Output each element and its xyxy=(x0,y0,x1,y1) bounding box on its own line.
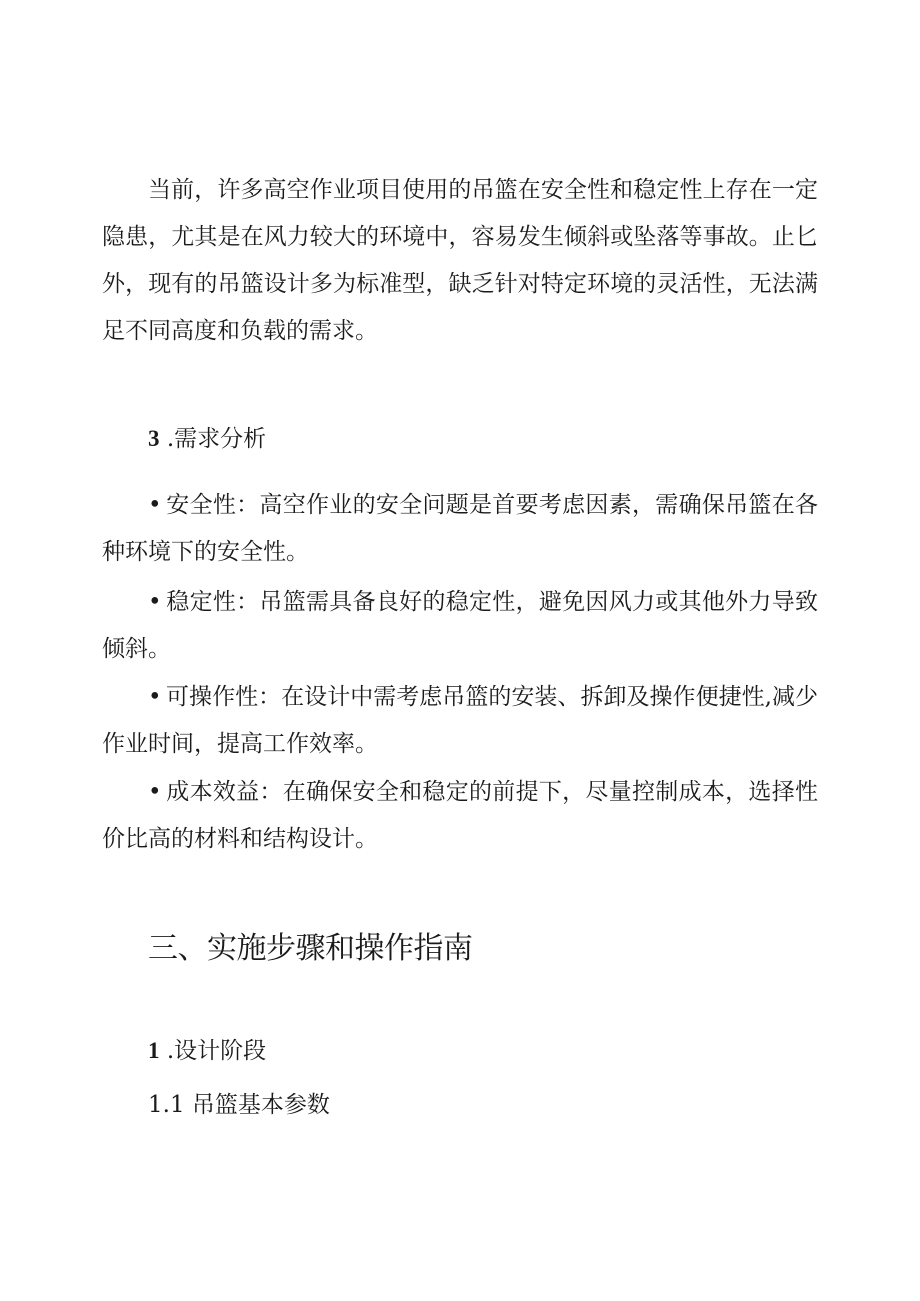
subsection-title: 1.1 吊篮基本参数 xyxy=(148,1092,330,1118)
requirement-item-text: 安全性：高空作业的安全问题是首要考虑因素，需确保吊篮在各种环境下的安全性。 xyxy=(102,492,818,565)
requirement-item-text: 稳定性：吊篮需具备良好的稳定性，避免因风力或其他外力导致倾斜。 xyxy=(102,589,818,662)
design-stage-heading xyxy=(148,1036,266,1066)
bullet-icon: • xyxy=(148,492,162,518)
bullet-icon: • xyxy=(148,589,162,615)
bullet-icon: • xyxy=(148,779,162,805)
requirement-item-stability xyxy=(102,579,818,673)
requirement-item-text: 可操作性：在设计中需考虑吊篮的安装、拆卸及操作便捷性,减少作业时间，提高工作效率。 xyxy=(102,684,818,757)
bullet-icon: • xyxy=(148,684,162,710)
requirements-heading-title: .需求分析 xyxy=(166,426,267,452)
design-stage-heading-number: 1 xyxy=(148,1038,160,1063)
requirement-item-operability xyxy=(102,674,818,768)
requirement-item-text: 成本效益：在确保安全和稳定的前提下，尽量控制成本，选择性价比高的材料和结构设计。 xyxy=(102,779,818,852)
design-stage-heading-title: .设计阶段 xyxy=(166,1038,267,1064)
section-title: 三、实施步骤和操作指南 xyxy=(148,931,473,966)
requirements-heading xyxy=(148,424,266,454)
requirements-heading-number: 3 xyxy=(148,426,160,451)
requirement-item-safety xyxy=(102,482,818,576)
requirement-item-cost xyxy=(102,769,818,863)
intro-paragraph: 当前，许多高空作业项目使用的吊篮在安全性和稳定性上存在一定隐患，尤其是在风力较大的环境中，容易发生倾斜或坠落等事故。止匕外，现有的吊篮设计多为标准型，缺乏针对特定环境的灵活性，无法满足不同高度和负载的需求。 xyxy=(102,177,818,344)
